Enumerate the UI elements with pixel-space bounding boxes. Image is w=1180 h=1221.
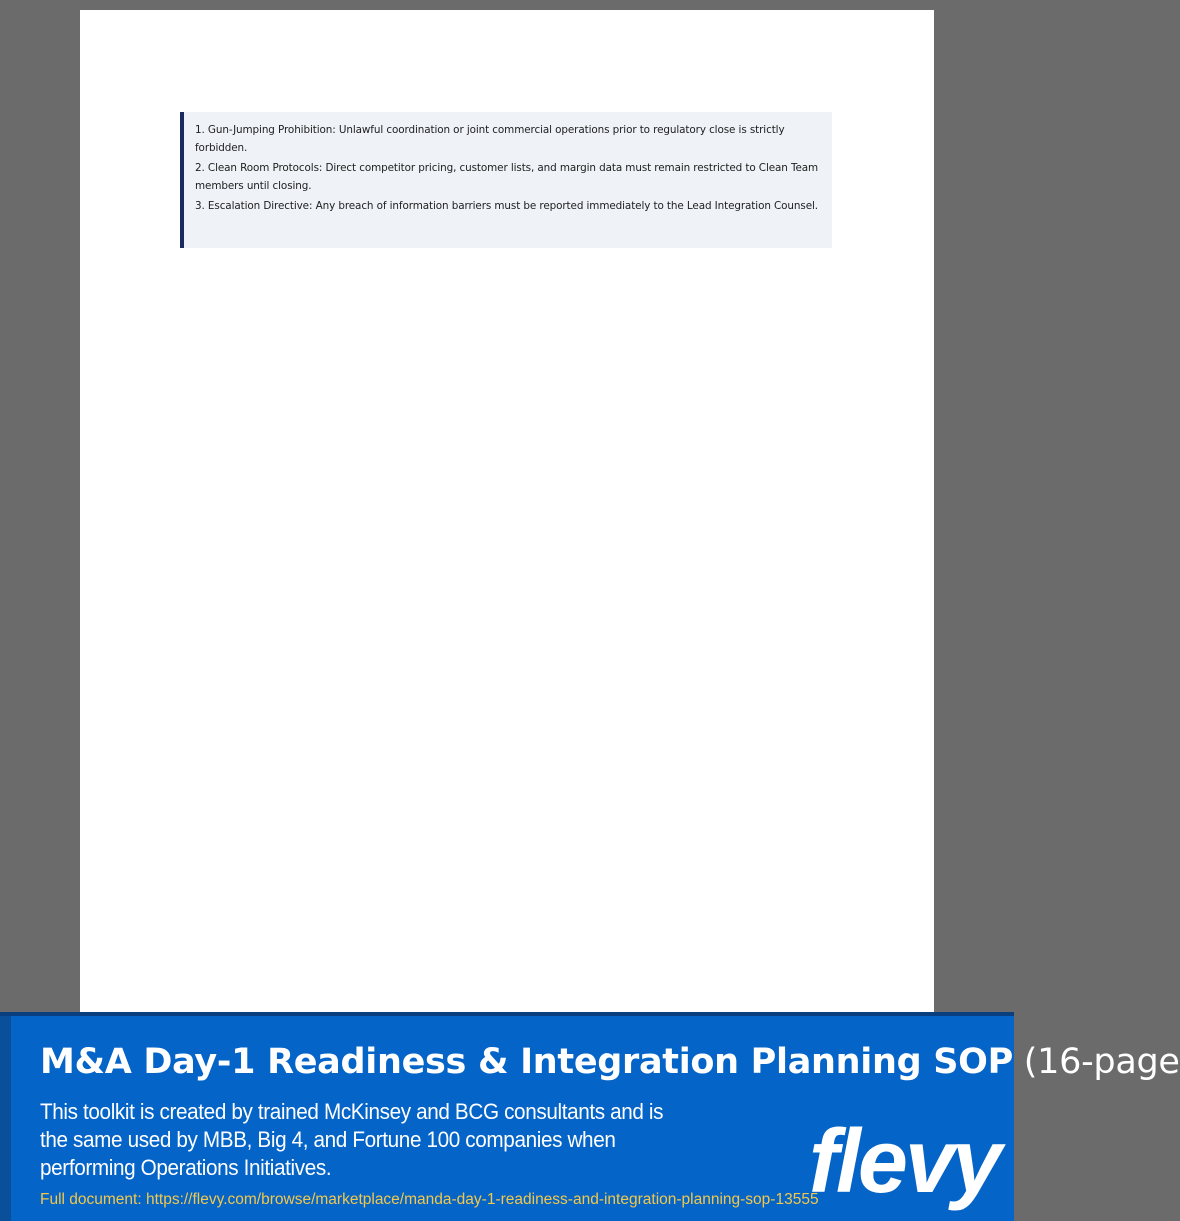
promo-banner: [0, 1012, 1180, 1221]
callout-item-escalation: 3. Escalation Directive: Any breach of information barriers must be reported immediately to the Lead Integration Counsel.: [195, 200, 818, 212]
flevy-logo: [806, 1112, 1002, 1212]
banner-title: [40, 1040, 1180, 1084]
banner-title-pages: (16-page: [1012, 1042, 1180, 1082]
link-prefix: Full document:: [40, 1191, 146, 1208]
flevy-logo-text: flevy: [808, 1112, 1000, 1212]
document-page: [80, 10, 934, 1013]
banner-title-main: M&A Day-1 Readiness & Integration Planning SOP: [40, 1042, 1013, 1082]
compliance-callout: [180, 112, 832, 248]
callout-item-gun-jumping: 1. Gun-Jumping Prohibition: Unlawful coordination or joint commercial operations prior to regulatory close is strictly forbidden.: [195, 124, 785, 154]
banner-accent-stripe: [0, 1016, 11, 1221]
full-document-link[interactable]: [40, 1190, 819, 1210]
callout-item-clean-room: 2. Clean Room Protocols: Direct competitor pricing, customer lists, and margin data must remain restricted to Clean Team members until closing.: [195, 162, 819, 192]
link-url[interactable]: https://flevy.com/browse/marketplace/manda-day-1-readiness-and-integration-planning-sop-13555: [145, 1191, 819, 1208]
banner-description: This toolkit is created by trained McKinsey and BCG consultants and is the same used by MBB, Big 4, and Fortune 100 companies when performing Operations Initiatives.: [40, 1099, 664, 1180]
